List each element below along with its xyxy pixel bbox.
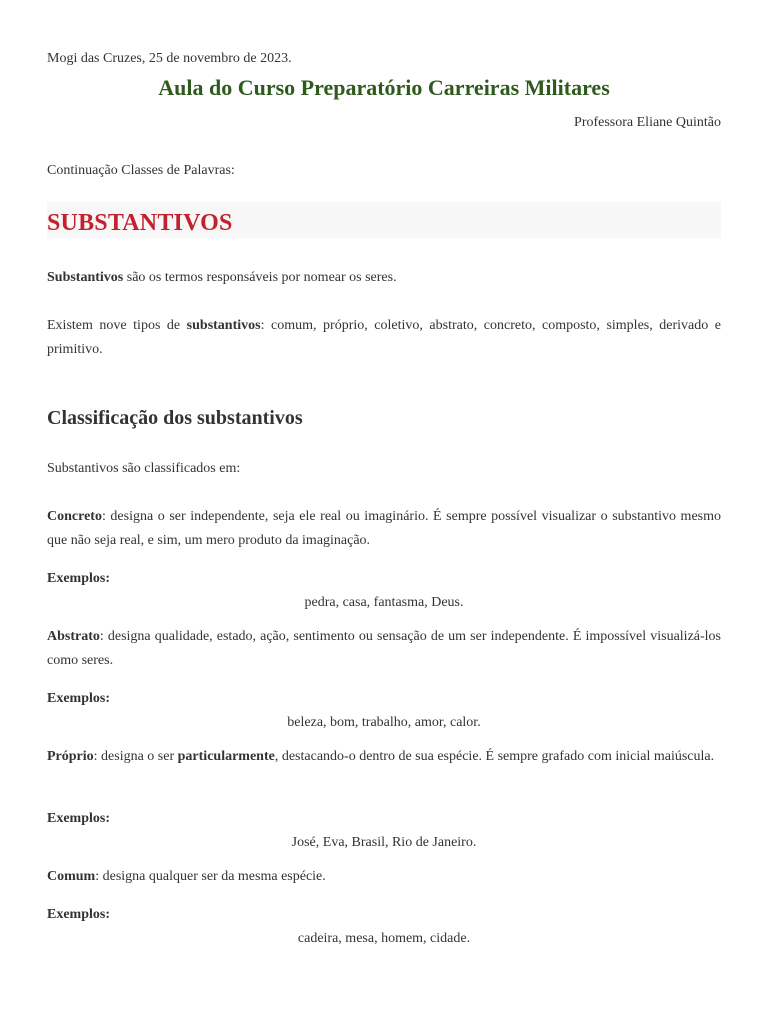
- concreto-examples: pedra, casa, fantasma, Deus.: [304, 595, 464, 610]
- section-banner: [47, 202, 721, 238]
- date-line: Mogi das Cruzes, 25 de novembro de 2023.: [47, 51, 292, 66]
- types-paragraph: [47, 314, 721, 362]
- definition-text: são os termos responsáveis por nomear os seres.: [123, 270, 397, 285]
- proprio-paragraph: [47, 745, 721, 769]
- concreto-paragraph: [47, 505, 721, 553]
- proprio-term: Próprio: [47, 749, 94, 764]
- abstrato-term: Abstrato: [47, 629, 100, 644]
- examples-label: Exemplos:: [47, 571, 110, 586]
- concreto-term: Concreto: [47, 509, 102, 524]
- proprio-examples: José, Eva, Brasil, Rio de Janeiro.: [291, 835, 477, 850]
- definition-term: Substantivos: [47, 270, 124, 285]
- abstrato-paragraph: [47, 625, 721, 673]
- examples-label: Exemplos:: [47, 691, 110, 706]
- abstrato-desc: : designa qualidade, estado, ação, sentimento ou sensação de um ser independente. É impossível visualizá-los como seres.: [47, 629, 721, 668]
- abstrato-examples: beleza, bom, trabalho, amor, calor.: [287, 715, 481, 730]
- proprio-desc-b: , destacando-o dentro de sua espécie. É sempre grafado com inicial maiúscula.: [274, 749, 715, 764]
- types-term: substantivos: [186, 318, 261, 333]
- comum-desc: : designa qualquer ser da mesma espécie.: [95, 869, 326, 884]
- continuation-text: Continuação Classes de Palavras:: [47, 163, 235, 178]
- examples-label: Exemplos:: [47, 907, 110, 922]
- comum-paragraph: [47, 865, 721, 889]
- proprio-desc-a: : designa o ser: [93, 749, 178, 764]
- types-prefix: Existem nove tipos de: [47, 318, 187, 333]
- types-text: : comum, próprio, coletivo, abstrato, concreto, composto, simples, derivado e primitivo.: [47, 318, 721, 357]
- comum-term: Comum: [47, 869, 96, 884]
- classification-heading: Classificação dos substantivos: [47, 407, 303, 429]
- examples-label: Exemplos:: [47, 811, 110, 826]
- classification-lead: Substantivos são classificados em:: [47, 461, 241, 476]
- section-title: SUBSTANTIVOS: [47, 210, 233, 236]
- definition-paragraph: [47, 266, 721, 290]
- teacher-name: Professora Eliane Quintão: [574, 115, 721, 130]
- comum-examples: cadeira, mesa, homem, cidade.: [297, 931, 471, 946]
- document-title: Aula do Curso Preparatório Carreiras Militares: [158, 75, 610, 100]
- concreto-desc: : designa o ser independente, seja ele real ou imaginário. É sempre possível visualizar o substantivo mesmo que não seja real, e sim, um mero produto da imaginação.: [47, 509, 721, 548]
- proprio-emphasis: particularmente: [177, 749, 275, 764]
